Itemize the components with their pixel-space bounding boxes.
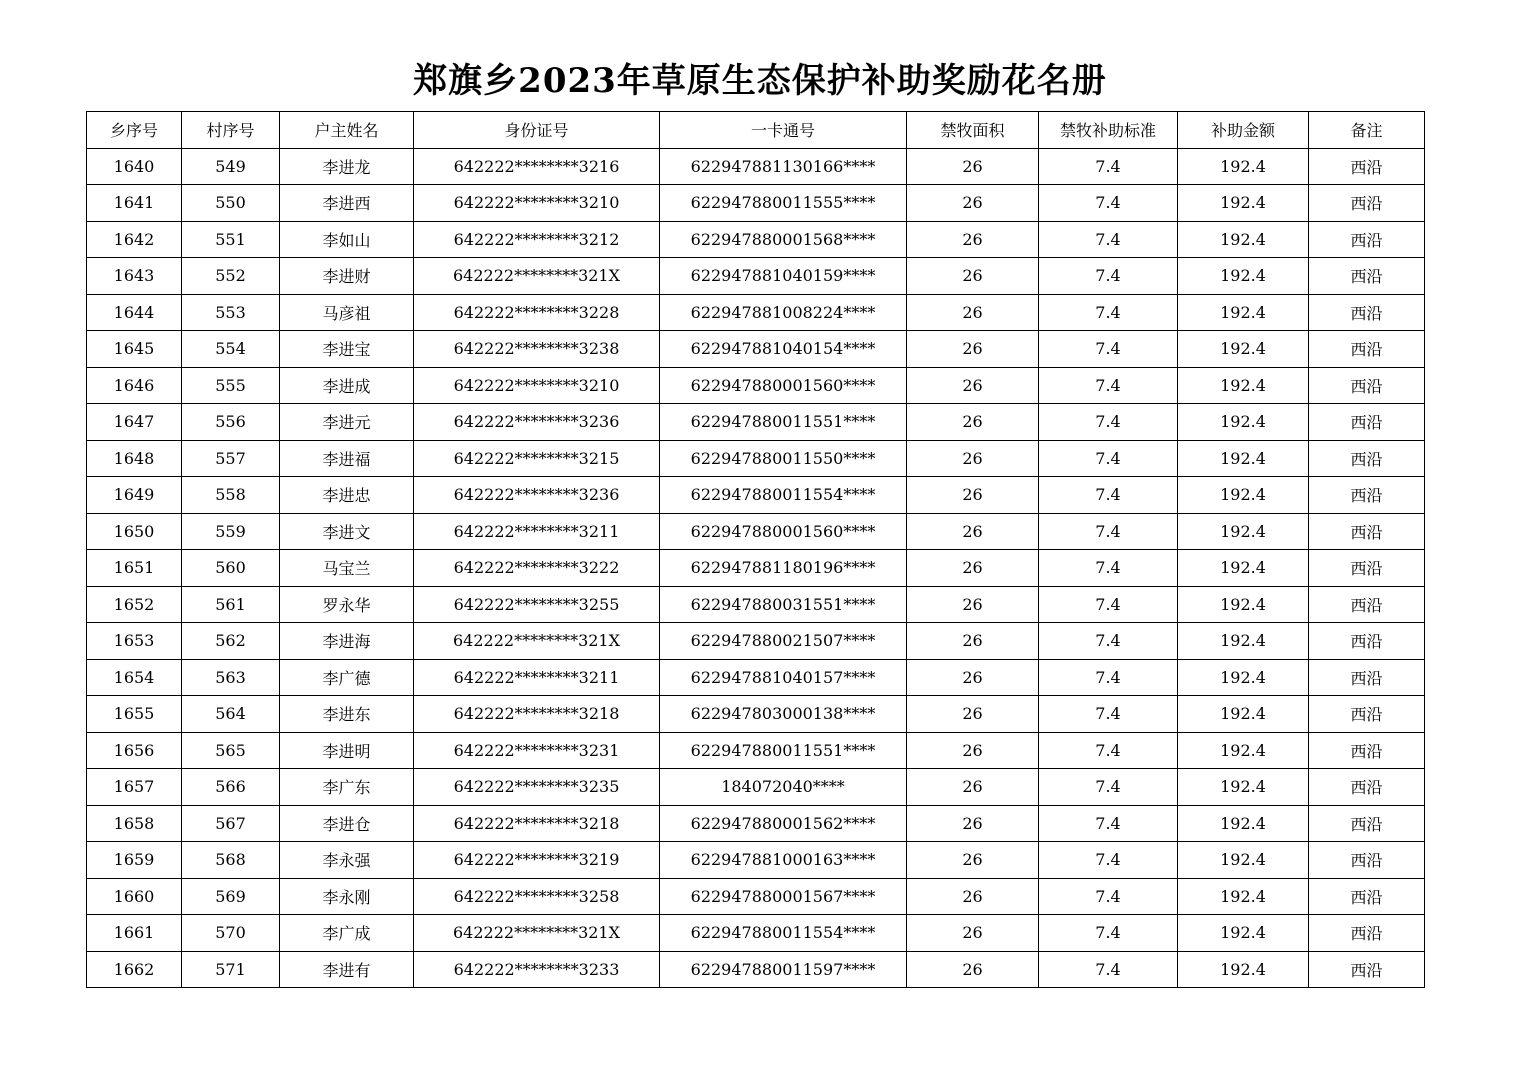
amount-cell: 192.4	[1178, 513, 1309, 550]
standard-cell: 7.4	[1039, 294, 1178, 331]
township-no-cell: 1645	[87, 331, 182, 368]
table-body	[87, 148, 1425, 988]
table-row	[87, 148, 1425, 185]
township-no-cell: 1643	[87, 258, 182, 295]
remarks-cell: 西沿	[1309, 404, 1425, 441]
township-no-cell: 1646	[87, 367, 182, 404]
village-no-cell: 552	[182, 258, 280, 295]
township-no-cell: 1649	[87, 477, 182, 514]
id-number-cell: 642222********3219	[414, 842, 660, 879]
standard-cell: 7.4	[1039, 696, 1178, 733]
remarks-cell: 西沿	[1309, 586, 1425, 623]
village-no-cell: 563	[182, 659, 280, 696]
amount-cell: 192.4	[1178, 732, 1309, 769]
township-no-cell: 1658	[87, 805, 182, 842]
table-row	[87, 477, 1425, 514]
name-cell: 李进福	[280, 440, 414, 477]
area-cell: 26	[907, 440, 1039, 477]
header-householder-name: 户主姓名	[280, 112, 414, 149]
area-cell: 26	[907, 331, 1039, 368]
township-no-cell: 1644	[87, 294, 182, 331]
remarks-cell: 西沿	[1309, 659, 1425, 696]
area-cell: 26	[907, 294, 1039, 331]
area-cell: 26	[907, 221, 1039, 258]
village-no-cell: 551	[182, 221, 280, 258]
amount-cell: 192.4	[1178, 294, 1309, 331]
area-cell: 26	[907, 623, 1039, 660]
name-cell: 李进明	[280, 732, 414, 769]
header-township-no: 乡序号	[87, 112, 182, 149]
standard-cell: 7.4	[1039, 951, 1178, 988]
name-cell: 马宝兰	[280, 550, 414, 587]
standard-cell: 7.4	[1039, 769, 1178, 806]
id-number-cell: 642222********3235	[414, 769, 660, 806]
name-cell: 李永强	[280, 842, 414, 879]
area-cell: 26	[907, 258, 1039, 295]
card-number-cell: 622947880011551****	[660, 404, 907, 441]
table-row	[87, 331, 1425, 368]
table-row	[87, 769, 1425, 806]
village-no-cell: 569	[182, 878, 280, 915]
name-cell: 李进成	[280, 367, 414, 404]
standard-cell: 7.4	[1039, 404, 1178, 441]
township-no-cell: 1660	[87, 878, 182, 915]
id-number-cell: 642222********3210	[414, 367, 660, 404]
remarks-cell: 西沿	[1309, 623, 1425, 660]
area-cell: 26	[907, 185, 1039, 222]
area-cell: 26	[907, 550, 1039, 587]
remarks-cell: 西沿	[1309, 331, 1425, 368]
amount-cell: 192.4	[1178, 659, 1309, 696]
village-no-cell: 570	[182, 915, 280, 952]
remarks-cell: 西沿	[1309, 769, 1425, 806]
standard-cell: 7.4	[1039, 805, 1178, 842]
card-number-cell: 622947881008224****	[660, 294, 907, 331]
name-cell: 李广成	[280, 915, 414, 952]
village-no-cell: 571	[182, 951, 280, 988]
area-cell: 26	[907, 586, 1039, 623]
village-no-cell: 567	[182, 805, 280, 842]
standard-cell: 7.4	[1039, 477, 1178, 514]
table-row	[87, 550, 1425, 587]
village-no-cell: 560	[182, 550, 280, 587]
table-row	[87, 696, 1425, 733]
area-cell: 26	[907, 367, 1039, 404]
township-no-cell: 1641	[87, 185, 182, 222]
village-no-cell: 553	[182, 294, 280, 331]
remarks-cell: 西沿	[1309, 878, 1425, 915]
township-no-cell: 1651	[87, 550, 182, 587]
remarks-cell: 西沿	[1309, 696, 1425, 733]
name-cell: 李进宝	[280, 331, 414, 368]
card-number-cell: 622947880031551****	[660, 586, 907, 623]
table-row	[87, 951, 1425, 988]
id-number-cell: 642222********3231	[414, 732, 660, 769]
id-number-cell: 642222********3222	[414, 550, 660, 587]
remarks-cell: 西沿	[1309, 148, 1425, 185]
remarks-cell: 西沿	[1309, 477, 1425, 514]
township-no-cell: 1661	[87, 915, 182, 952]
name-cell: 李进有	[280, 951, 414, 988]
id-number-cell: 642222********3236	[414, 404, 660, 441]
township-no-cell: 1650	[87, 513, 182, 550]
amount-cell: 192.4	[1178, 404, 1309, 441]
area-cell: 26	[907, 915, 1039, 952]
amount-cell: 192.4	[1178, 623, 1309, 660]
card-number-cell: 184072040****	[660, 769, 907, 806]
amount-cell: 192.4	[1178, 148, 1309, 185]
table-row	[87, 659, 1425, 696]
remarks-cell: 西沿	[1309, 440, 1425, 477]
remarks-cell: 西沿	[1309, 732, 1425, 769]
id-number-cell: 642222********3236	[414, 477, 660, 514]
standard-cell: 7.4	[1039, 331, 1178, 368]
card-number-cell: 622947880011554****	[660, 477, 907, 514]
area-cell: 26	[907, 732, 1039, 769]
village-no-cell: 564	[182, 696, 280, 733]
standard-cell: 7.4	[1039, 440, 1178, 477]
table-row	[87, 294, 1425, 331]
village-no-cell: 556	[182, 404, 280, 441]
village-no-cell: 559	[182, 513, 280, 550]
standard-cell: 7.4	[1039, 878, 1178, 915]
table-row	[87, 221, 1425, 258]
card-number-cell: 622947880021507****	[660, 623, 907, 660]
amount-cell: 192.4	[1178, 221, 1309, 258]
header-card-number: 一卡通号	[660, 112, 907, 149]
id-number-cell: 642222********3255	[414, 586, 660, 623]
remarks-cell: 西沿	[1309, 185, 1425, 222]
amount-cell: 192.4	[1178, 951, 1309, 988]
card-number-cell: 622947880001567****	[660, 878, 907, 915]
village-no-cell: 561	[182, 586, 280, 623]
township-no-cell: 1655	[87, 696, 182, 733]
id-number-cell: 642222********3228	[414, 294, 660, 331]
header-grazing-ban-area: 禁牧面积	[907, 112, 1039, 149]
name-cell: 李进龙	[280, 148, 414, 185]
id-number-cell: 642222********3218	[414, 805, 660, 842]
table-row	[87, 185, 1425, 222]
page-title: 郑旗乡2023年草原生态保护补助奖励花名册	[413, 61, 1107, 101]
card-number-cell: 622947880011554****	[660, 915, 907, 952]
card-number-cell: 622947881130166****	[660, 148, 907, 185]
card-number-cell: 622947881040157****	[660, 659, 907, 696]
remarks-cell: 西沿	[1309, 221, 1425, 258]
table-row	[87, 842, 1425, 879]
card-number-cell: 622947880011550****	[660, 440, 907, 477]
name-cell: 李进财	[280, 258, 414, 295]
id-number-cell: 642222********3211	[414, 513, 660, 550]
id-number-cell: 642222********3218	[414, 696, 660, 733]
standard-cell: 7.4	[1039, 550, 1178, 587]
header-subsidy-standard: 禁牧补助标准	[1039, 112, 1178, 149]
standard-cell: 7.4	[1039, 148, 1178, 185]
amount-cell: 192.4	[1178, 550, 1309, 587]
village-no-cell: 555	[182, 367, 280, 404]
table-row	[87, 513, 1425, 550]
name-cell: 马彦祖	[280, 294, 414, 331]
id-number-cell: 642222********3211	[414, 659, 660, 696]
standard-cell: 7.4	[1039, 221, 1178, 258]
table-row	[87, 805, 1425, 842]
village-no-cell: 557	[182, 440, 280, 477]
remarks-cell: 西沿	[1309, 513, 1425, 550]
name-cell: 李广德	[280, 659, 414, 696]
amount-cell: 192.4	[1178, 769, 1309, 806]
township-no-cell: 1654	[87, 659, 182, 696]
amount-cell: 192.4	[1178, 586, 1309, 623]
card-number-cell: 622947880001560****	[660, 513, 907, 550]
table-row	[87, 915, 1425, 952]
id-number-cell: 642222********3216	[414, 148, 660, 185]
village-no-cell: 550	[182, 185, 280, 222]
header-id-number: 身份证号	[414, 112, 660, 149]
id-number-cell: 642222********321X	[414, 258, 660, 295]
standard-cell: 7.4	[1039, 367, 1178, 404]
id-number-cell: 642222********321X	[414, 623, 660, 660]
amount-cell: 192.4	[1178, 878, 1309, 915]
township-no-cell: 1647	[87, 404, 182, 441]
table-row	[87, 732, 1425, 769]
area-cell: 26	[907, 696, 1039, 733]
remarks-cell: 西沿	[1309, 951, 1425, 988]
name-cell: 李进西	[280, 185, 414, 222]
area-cell: 26	[907, 842, 1039, 879]
name-cell: 李进仓	[280, 805, 414, 842]
name-cell: 李进海	[280, 623, 414, 660]
table-row	[87, 878, 1425, 915]
id-number-cell: 642222********3215	[414, 440, 660, 477]
area-cell: 26	[907, 951, 1039, 988]
remarks-cell: 西沿	[1309, 367, 1425, 404]
id-number-cell: 642222********321X	[414, 915, 660, 952]
roster-table	[86, 111, 1425, 988]
village-no-cell: 558	[182, 477, 280, 514]
amount-cell: 192.4	[1178, 331, 1309, 368]
standard-cell: 7.4	[1039, 842, 1178, 879]
standard-cell: 7.4	[1039, 185, 1178, 222]
township-no-cell: 1659	[87, 842, 182, 879]
township-no-cell: 1662	[87, 951, 182, 988]
standard-cell: 7.4	[1039, 623, 1178, 660]
table-row	[87, 404, 1425, 441]
amount-cell: 192.4	[1178, 915, 1309, 952]
township-no-cell: 1657	[87, 769, 182, 806]
remarks-cell: 西沿	[1309, 550, 1425, 587]
township-no-cell: 1648	[87, 440, 182, 477]
header-village-no: 村序号	[182, 112, 280, 149]
standard-cell: 7.4	[1039, 513, 1178, 550]
table-row	[87, 440, 1425, 477]
area-cell: 26	[907, 659, 1039, 696]
id-number-cell: 642222********3210	[414, 185, 660, 222]
card-number-cell: 622947880011597****	[660, 951, 907, 988]
amount-cell: 192.4	[1178, 258, 1309, 295]
area-cell: 26	[907, 878, 1039, 915]
amount-cell: 192.4	[1178, 842, 1309, 879]
table-row	[87, 586, 1425, 623]
standard-cell: 7.4	[1039, 258, 1178, 295]
remarks-cell: 西沿	[1309, 258, 1425, 295]
name-cell: 李如山	[280, 221, 414, 258]
table-row	[87, 258, 1425, 295]
id-number-cell: 642222********3238	[414, 331, 660, 368]
village-no-cell: 549	[182, 148, 280, 185]
village-no-cell: 566	[182, 769, 280, 806]
name-cell: 李永刚	[280, 878, 414, 915]
id-number-cell: 642222********3258	[414, 878, 660, 915]
card-number-cell: 622947880011555****	[660, 185, 907, 222]
standard-cell: 7.4	[1039, 732, 1178, 769]
area-cell: 26	[907, 769, 1039, 806]
card-number-cell: 622947881000163****	[660, 842, 907, 879]
area-cell: 26	[907, 513, 1039, 550]
area-cell: 26	[907, 477, 1039, 514]
card-number-cell: 622947881180196****	[660, 550, 907, 587]
standard-cell: 7.4	[1039, 586, 1178, 623]
township-no-cell: 1656	[87, 732, 182, 769]
table-header-row	[87, 112, 1425, 149]
header-subsidy-amount: 补助金额	[1178, 112, 1309, 149]
name-cell: 李进文	[280, 513, 414, 550]
amount-cell: 192.4	[1178, 440, 1309, 477]
card-number-cell: 622947803000138****	[660, 696, 907, 733]
area-cell: 26	[907, 805, 1039, 842]
card-number-cell: 622947880001560****	[660, 367, 907, 404]
township-no-cell: 1640	[87, 148, 182, 185]
name-cell: 李进东	[280, 696, 414, 733]
area-cell: 26	[907, 148, 1039, 185]
card-number-cell: 622947881040154****	[660, 331, 907, 368]
name-cell: 李进元	[280, 404, 414, 441]
table-row	[87, 623, 1425, 660]
name-cell: 李广东	[280, 769, 414, 806]
standard-cell: 7.4	[1039, 659, 1178, 696]
amount-cell: 192.4	[1178, 805, 1309, 842]
table-row	[87, 367, 1425, 404]
header-remarks: 备注	[1309, 112, 1425, 149]
village-no-cell: 554	[182, 331, 280, 368]
name-cell: 李进忠	[280, 477, 414, 514]
remarks-cell: 西沿	[1309, 294, 1425, 331]
card-number-cell: 622947880001568****	[660, 221, 907, 258]
area-cell: 26	[907, 404, 1039, 441]
id-number-cell: 642222********3212	[414, 221, 660, 258]
township-no-cell: 1652	[87, 586, 182, 623]
standard-cell: 7.4	[1039, 915, 1178, 952]
id-number-cell: 642222********3233	[414, 951, 660, 988]
village-no-cell: 565	[182, 732, 280, 769]
remarks-cell: 西沿	[1309, 842, 1425, 879]
amount-cell: 192.4	[1178, 696, 1309, 733]
village-no-cell: 562	[182, 623, 280, 660]
amount-cell: 192.4	[1178, 367, 1309, 404]
township-no-cell: 1642	[87, 221, 182, 258]
card-number-cell: 622947881040159****	[660, 258, 907, 295]
remarks-cell: 西沿	[1309, 805, 1425, 842]
card-number-cell: 622947880011551****	[660, 732, 907, 769]
township-no-cell: 1653	[87, 623, 182, 660]
name-cell: 罗永华	[280, 586, 414, 623]
remarks-cell: 西沿	[1309, 915, 1425, 952]
amount-cell: 192.4	[1178, 477, 1309, 514]
amount-cell: 192.4	[1178, 185, 1309, 222]
card-number-cell: 622947880001562****	[660, 805, 907, 842]
village-no-cell: 568	[182, 842, 280, 879]
